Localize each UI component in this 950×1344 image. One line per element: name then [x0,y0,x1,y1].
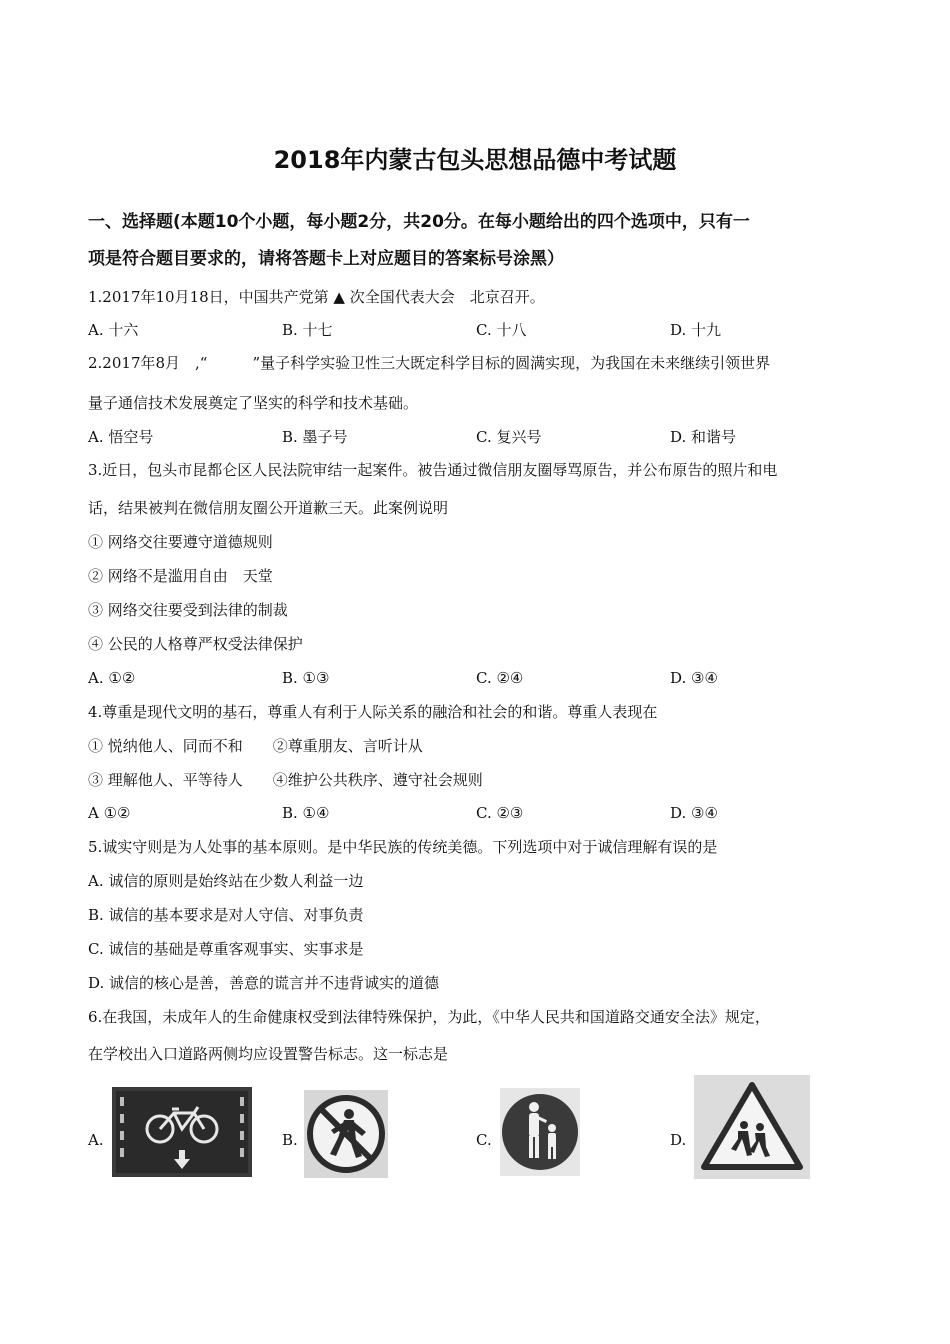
question-3-option-b: B. ①③ [282,669,330,687]
question-2-option-a: A. 悟空号 [88,428,154,446]
page-title: 2018年内蒙古包头思想品德中考试题 [273,146,677,174]
question-2-option-d: D. 和谐号 [670,428,737,446]
no-pedestrians-sign-icon [304,1090,388,1178]
question-2-stem-line-2: 量子通信技术发展奠定了坚实的科学和技术基础。 [88,394,419,412]
question-6-option-d-label: D. [670,1131,687,1149]
question-4-items-1: ① 悦纳他人、同而不和 ②尊重朋友、言听计从 [88,737,423,755]
question-6-option-a-label: A. [88,1131,104,1149]
question-3-option-c: C. ②④ [476,669,524,687]
question-1-option-a: A. 十六 [88,321,139,339]
question-3-item-4: ④ 公民的人格尊严权受法律保护 [88,635,303,653]
question-4-items-2: ③ 理解他人、平等待人 ④维护公共秩序、遵守社会规则 [88,771,483,789]
question-3-option-a: A. ①② [88,669,136,687]
question-2-stem-line-1: 2.2017年8月 ,“ ”量子科学实验卫性三大既定科学目标的圆满实现，为我国在未来继续引领世界 [88,354,771,372]
question-5-option-b: B. 诚信的基本要求是对人守信、对事负责 [88,906,364,924]
question-1-stem: 1.2017年10月18日，中国共产党第 ▲ 次全国代表大会 北京召开。 [88,288,545,306]
question-3-option-d: D. ③④ [670,669,718,687]
section-heading-line-1: 一、选择题(本题10个小题，每小题2分，共20分。在每小题给出的四个选项中，只有一 [88,212,750,232]
question-1-option-c: C. 十八 [476,321,527,339]
question-4-option-a: A ①② [88,804,131,822]
question-3-stem-line-2: 话，结果被判在微信朋友圈公开道歉三天。此案例说明 [88,499,449,517]
question-6-stem-line-2: 在学校出入口道路两侧均应设置警告标志。这一标志是 [88,1045,449,1063]
question-1-option-b: B. 十七 [282,321,333,339]
adult-child-walking-sign-icon [500,1088,580,1176]
question-4-option-c: C. ②③ [476,804,524,822]
question-4-option-d: D. ③④ [670,804,718,822]
question-2-option-c: C. 复兴号 [476,428,542,446]
question-3-item-1: ① 网络交往要遵守道德规则 [88,533,273,551]
question-3-stem-line-1: 3.近日，包头市昆都仑区人民法院审结一起案件。被告通过微信朋友圈辱骂原告，并公布原告的照片和电 [88,461,778,479]
question-6-stem-line-1: 6.在我国，未成年人的生命健康权受到法律特殊保护，为此，《中华人民共和国道路交通安全法》规定， [88,1008,770,1026]
children-warning-sign-icon [694,1075,810,1179]
question-5-option-a: A. 诚信的原则是始终站在少数人利益一边 [88,872,364,890]
section-heading-line-2: 项是符合题目要求的，请将答题卡上对应题目的答案标号涂黑） [88,249,564,269]
question-3-item-3: ③ 网络交往要受到法律的制裁 [88,601,288,619]
bicycle-lane-sign-icon [112,1087,252,1177]
question-5-stem: 5.诚实守则是为人处事的基本原则。是中华民族的传统美德。下列选项中对于诚信理解有误的是 [88,838,718,856]
question-6-option-c-label: C. [476,1131,492,1149]
question-3-item-2: ② 网络不是滥用自由 天堂 [88,567,273,585]
question-1-option-d: D. 十九 [670,321,722,339]
question-5-option-d: D. 诚信的核心是善，善意的谎言并不违背诚实的道德 [88,974,440,992]
question-5-option-c: C. 诚信的基础是尊重客观事实、实事求是 [88,940,364,958]
question-4-stem: 4.尊重是现代文明的基石，尊重人有利于人际关系的融洽和社会的和谐。尊重人表现在 [88,703,658,721]
question-2-option-b: B. 墨子号 [282,428,348,446]
question-6-option-b-label: B. [282,1131,298,1149]
question-4-option-b: B. ①④ [282,804,330,822]
